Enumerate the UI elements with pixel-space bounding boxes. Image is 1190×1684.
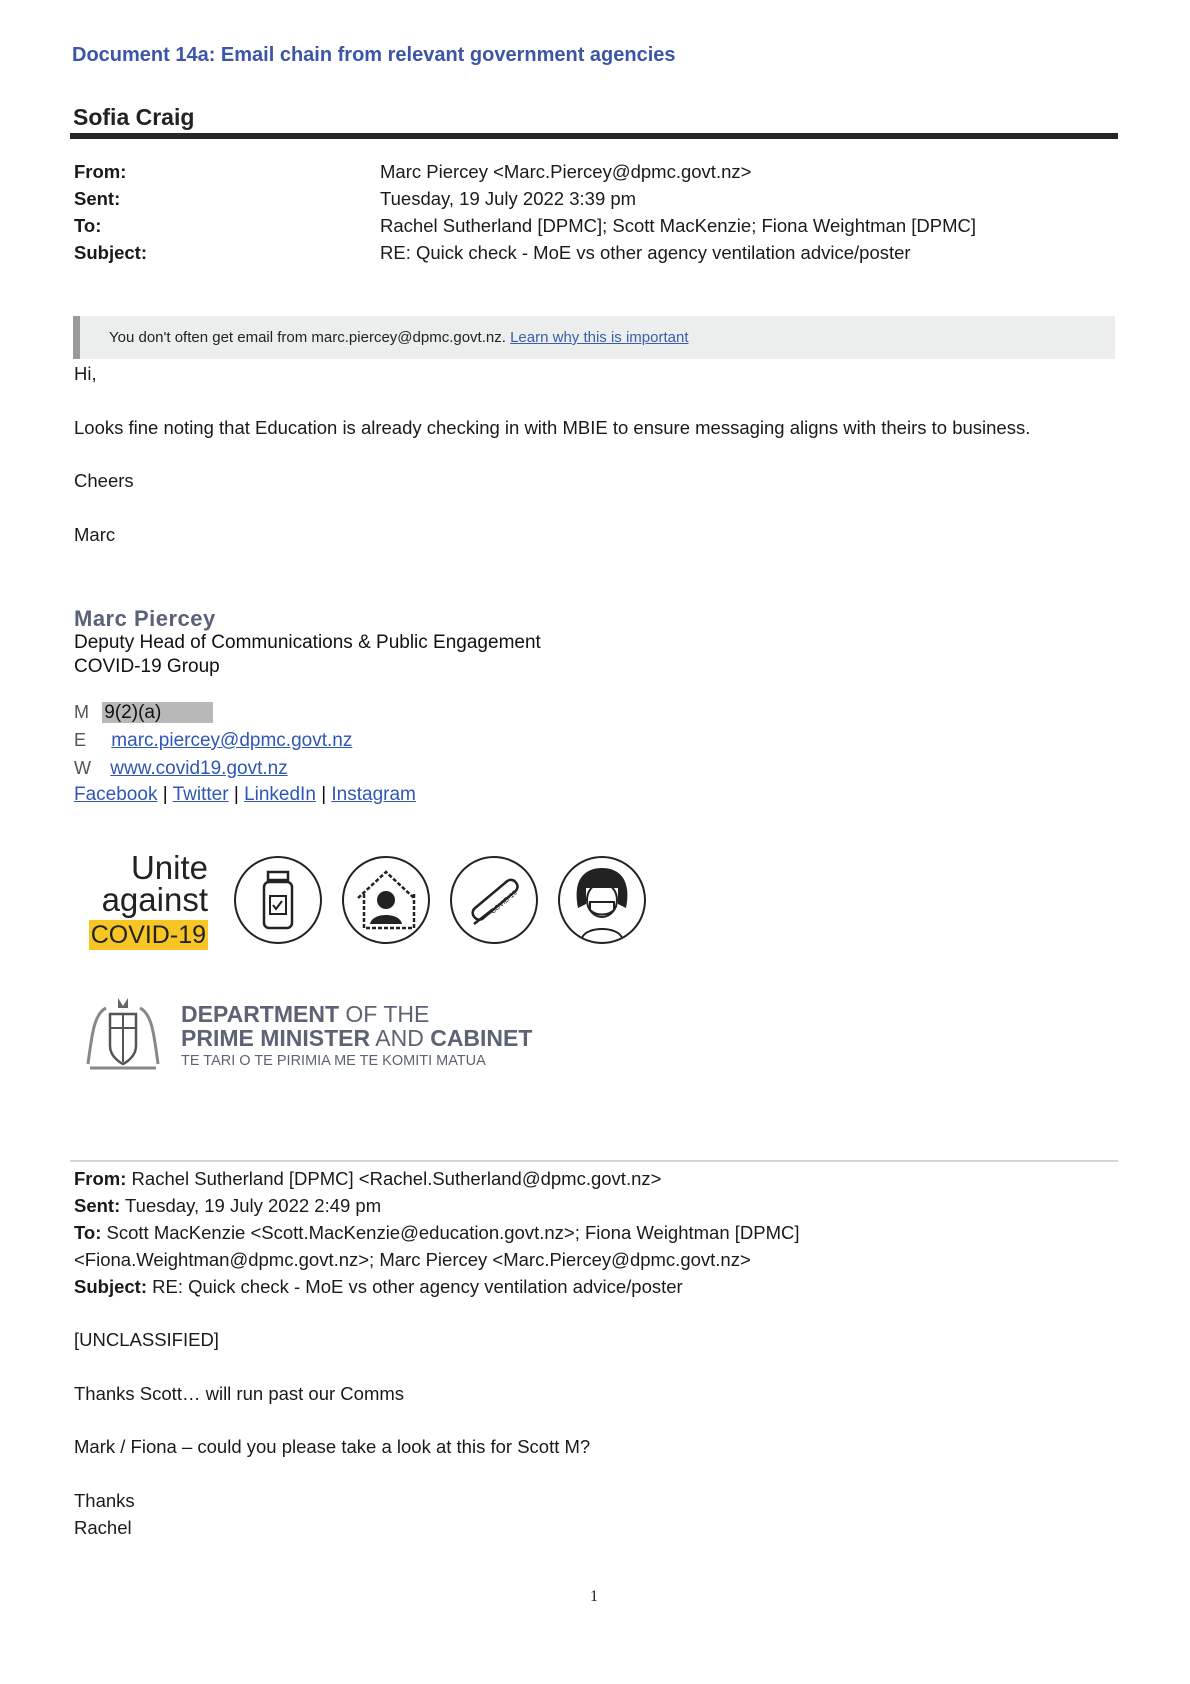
separator: | bbox=[321, 784, 327, 805]
to-label: To: bbox=[74, 215, 102, 236]
document-title: Document 14a: Email chain from relevant government agencies bbox=[72, 44, 676, 66]
email-link[interactable]: marc.piercey@dpmc.govt.nz bbox=[111, 730, 353, 751]
social-links bbox=[74, 784, 416, 806]
subject-value: RE: Quick check - MoE vs other agency ventilation advice/poster bbox=[146, 1276, 683, 1297]
sign-off: Thanks bbox=[74, 1490, 135, 1511]
twitter-link[interactable]: Twitter bbox=[172, 784, 229, 805]
from-value: Rachel Sutherland [DPMC] <Rachel.Sutherland@dpmc.govt.nz> bbox=[126, 1168, 662, 1189]
logo-line: against bbox=[101, 881, 208, 918]
sender-name: Rachel bbox=[74, 1517, 132, 1538]
subject-label: Subject: bbox=[74, 1276, 147, 1297]
logo-line: OF THE bbox=[339, 1001, 430, 1027]
to-value: Scott MacKenzie <Scott.MacKenzie@education.govt.nz>; Fiona Weightman [DPMC] bbox=[101, 1222, 800, 1243]
email2-from bbox=[74, 1168, 661, 1190]
body-line: Looks fine noting that Education is already checking in with MBIE to ensure messaging aligns with theirs to business. bbox=[74, 417, 1031, 438]
banner-text: You don't often get email from marc.piercey@dpmc.govt.nz. bbox=[109, 329, 506, 346]
nz-coat-of-arms-icon bbox=[80, 994, 166, 1076]
instagram-link[interactable]: Instagram bbox=[331, 784, 416, 805]
signature-name: Marc Piercey bbox=[74, 606, 216, 631]
signature-group: COVID-19 Group bbox=[74, 656, 220, 677]
from-value: Marc Piercey <Marc.Piercey@dpmc.govt.nz> bbox=[380, 161, 752, 182]
sent-value: Tuesday, 19 July 2022 3:39 pm bbox=[380, 188, 637, 209]
face-mask-icon bbox=[558, 856, 646, 944]
sent-value: Tuesday, 19 July 2022 2:49 pm bbox=[120, 1195, 382, 1216]
email2-subject bbox=[74, 1276, 683, 1298]
subject-label: Subject: bbox=[74, 242, 147, 263]
mailbox-owner: Sofia Craig bbox=[73, 104, 195, 130]
external-sender-banner bbox=[73, 316, 1115, 359]
email2-sent bbox=[74, 1195, 381, 1217]
email-label: E bbox=[74, 730, 87, 750]
dpmc-logo-text bbox=[181, 1002, 532, 1072]
email-row bbox=[74, 730, 352, 752]
page-number: 1 bbox=[590, 1588, 598, 1605]
sender-name: Marc bbox=[74, 524, 116, 545]
logo-line: CABINET bbox=[430, 1025, 533, 1051]
website-row bbox=[74, 758, 288, 780]
logo-line: COVID-19 bbox=[90, 921, 206, 949]
unite-against-covid-logo bbox=[88, 849, 208, 950]
sent-label: Sent: bbox=[74, 1195, 121, 1216]
stay-home-icon bbox=[342, 856, 430, 944]
sign-off: Cheers bbox=[74, 470, 134, 491]
website-link[interactable]: www.covid19.govt.nz bbox=[110, 758, 288, 779]
vaccine-icon bbox=[234, 856, 322, 944]
subject-value: RE: Quick check - MoE vs other agency ventilation advice/poster bbox=[380, 242, 911, 263]
header-divider bbox=[70, 133, 1118, 139]
body-line: Thanks Scott… will run past our Comms bbox=[74, 1383, 405, 1404]
linkedin-link[interactable]: LinkedIn bbox=[244, 784, 316, 805]
to-label: To: bbox=[74, 1222, 102, 1243]
logo-line: Unite bbox=[130, 849, 208, 886]
logo-line: PRIME MINISTER bbox=[181, 1025, 371, 1051]
logo-line: DEPARTMENT bbox=[181, 1001, 340, 1027]
from-label: From: bbox=[74, 161, 127, 182]
to-value: Rachel Sutherland [DPMC]; Scott MacKenzie; Fiona Weightman [DPMC] bbox=[380, 215, 977, 236]
facebook-link[interactable]: Facebook bbox=[74, 784, 158, 805]
email-separator bbox=[70, 1160, 1118, 1162]
sent-label: Sent: bbox=[74, 188, 121, 209]
classification: [UNCLASSIFIED] bbox=[74, 1329, 219, 1350]
logo-line: AND bbox=[370, 1025, 431, 1051]
website-label: W bbox=[74, 758, 91, 778]
body-line: Mark / Fiona – could you please take a look at this for Scott M? bbox=[74, 1436, 591, 1457]
mobile-row bbox=[74, 702, 213, 724]
covid-test-icon bbox=[450, 856, 538, 944]
greeting: Hi, bbox=[74, 363, 97, 384]
logo-line: TE TARI O TE PIRIMIA ME TE KOMITI MATUA bbox=[181, 1053, 486, 1069]
signature-title: Deputy Head of Communications & Public Engagement bbox=[74, 632, 541, 653]
tube-label: COVID-19 bbox=[489, 889, 519, 916]
email2-to-cont: <Fiona.Weightman@dpmc.govt.nz>; Marc Piercey <Marc.Piercey@dpmc.govt.nz> bbox=[74, 1249, 751, 1270]
separator: | bbox=[162, 784, 168, 805]
from-label: From: bbox=[74, 1168, 127, 1189]
redacted-mobile: 9(2)(a) bbox=[102, 702, 213, 723]
email2-to bbox=[74, 1222, 800, 1244]
mobile-label: M bbox=[74, 702, 89, 722]
separator: | bbox=[233, 784, 239, 805]
learn-why-link[interactable]: Learn why this is important bbox=[510, 329, 689, 346]
